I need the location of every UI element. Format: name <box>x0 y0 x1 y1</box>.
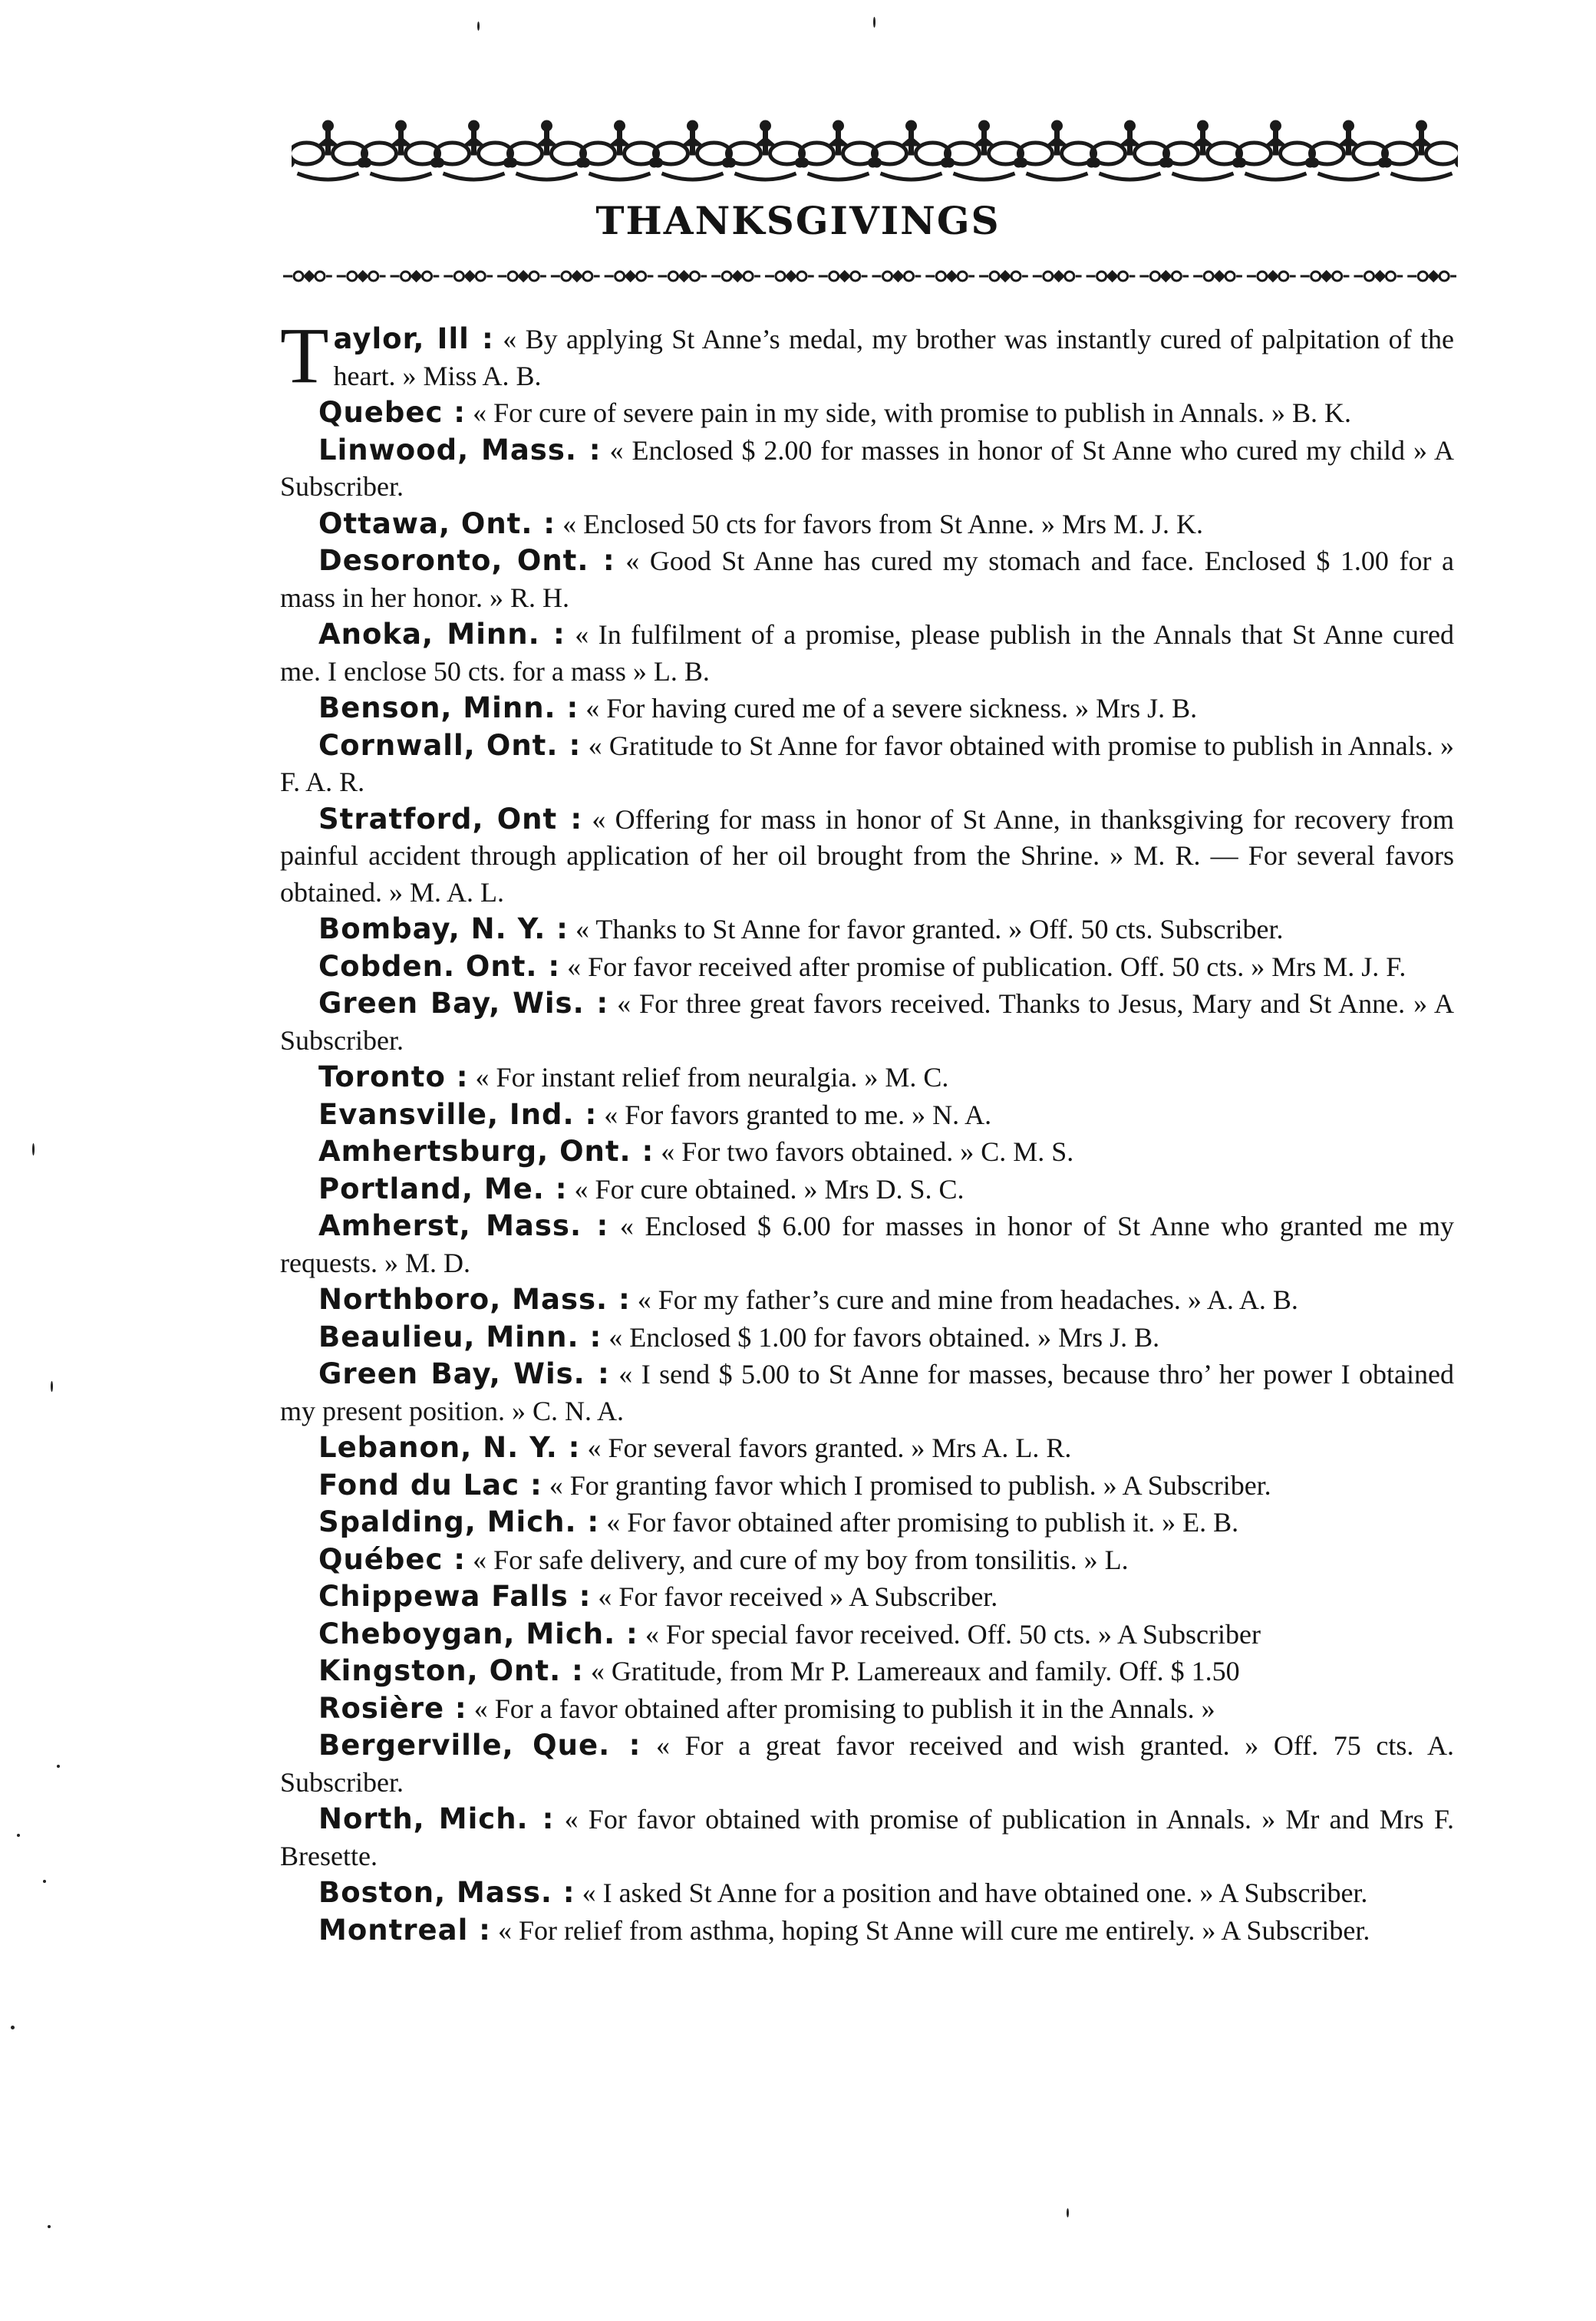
thanksgiving-entry <box>280 1429 1454 1467</box>
entry-text: « Good St Anne has cured my stomach and face. Enclosed $ 1.00 for a mass in her honor. » R. H. <box>280 546 1455 613</box>
thanksgiving-entry <box>280 506 1454 543</box>
scan-speck <box>477 21 480 31</box>
entry-place: Beaulieu, Minn. : <box>318 1320 602 1353</box>
drop-cap-letter: T <box>280 312 329 400</box>
ornament-motif <box>1087 120 1173 180</box>
entry-text: « I asked St Anne for a position and have obtained one. » A Subscriber. <box>575 1878 1368 1908</box>
entry-place: Kingston, Ont. : <box>318 1654 584 1687</box>
thanksgiving-entry <box>280 432 1454 506</box>
rule-link <box>711 272 760 281</box>
entry-text: « Gratitude to St Anne for favor obtained with promise to publish in Annals. » F. A. R. <box>280 730 1455 797</box>
entry-place: Northboro, Mass. : <box>318 1283 631 1316</box>
rule-link <box>337 272 386 281</box>
entry-place: Benson, Minn. : <box>318 691 579 724</box>
rule-link <box>497 272 546 281</box>
rule-link <box>765 272 814 281</box>
entry-text: « For my father’s cure and mine from headaches. » A. A. B. <box>630 1284 1298 1315</box>
ornament-motif <box>1014 120 1100 180</box>
entry-place: Spalding, Mich. : <box>318 1505 600 1538</box>
thanksgiving-entry <box>280 1801 1454 1874</box>
scan-speck <box>11 2026 15 2029</box>
entry-text: « For granting favor which I promised to publish. » A Subscriber. <box>542 1469 1271 1501</box>
entry-place: Ottawa, Ont. : <box>318 506 556 540</box>
thanksgiving-entry <box>280 1059 1454 1096</box>
ornament-motif <box>796 120 882 180</box>
entry-place: aylor, Ill : <box>333 322 494 355</box>
entry-place: Bombay, N. Y. : <box>318 912 569 945</box>
entry-text: « Offering for mass in honor of St Anne, in thanksgiving for recovery from painful accident through application of her oil brought from the Shrine. » M. R. — For several favors obtained. » M. A. L. <box>280 803 1454 908</box>
entry-place: Lebanon, N. Y. : <box>318 1431 581 1464</box>
thanksgiving-entry <box>280 312 1454 400</box>
entry-text: « Enclosed $ 6.00 for masses in honor of St Anne who granted me my requests. » M. D. <box>280 1211 1455 1278</box>
thanksgiving-entry <box>280 1504 1454 1541</box>
thanksgiving-entry <box>280 1171 1454 1208</box>
ornament-motif <box>1306 120 1392 180</box>
scan-speck <box>32 1143 35 1156</box>
thanksgiving-entry <box>280 1096 1454 1134</box>
entry-text: « For favor obtained with promise of publication in Annals. » Mr and Mrs F. Bresette. <box>280 1804 1454 1871</box>
rule-link <box>551 272 600 281</box>
ornament-motif <box>941 120 1027 180</box>
entry-place: Anoka, Minn. : <box>318 618 566 651</box>
rule-link <box>1407 272 1456 281</box>
rule-link <box>658 272 707 281</box>
entry-text: « For a favor obtained after promising to publish it in the Annals. » <box>467 1693 1215 1724</box>
page-title: THANKSGIVINGS <box>595 198 1001 243</box>
thanksgiving-entry <box>280 690 1454 727</box>
thanksgiving-entry <box>280 1319 1454 1357</box>
thanksgiving-list <box>280 312 1455 1949</box>
ornamental-divider-rule <box>280 265 1458 287</box>
ornament-motif <box>1233 120 1319 180</box>
thanksgiving-entry <box>280 542 1454 616</box>
thanksgiving-entry <box>280 985 1454 1059</box>
ornament-motif <box>1160 120 1246 180</box>
rule-link <box>1193 272 1242 281</box>
entry-place: Québec : <box>318 1542 467 1576</box>
rule-link <box>819 272 868 281</box>
entry-text: « Enclosed 50 cts for favors from St Anne. » Mrs M. J. K. <box>556 508 1204 539</box>
thanksgiving-entry <box>280 1616 1454 1653</box>
rule-link <box>979 272 1028 281</box>
entry-text: « For favor received » A Subscriber. <box>591 1581 998 1612</box>
ornament-motif <box>577 120 663 180</box>
entry-place: Rosière : <box>318 1691 467 1725</box>
entry-text: « For several favors granted. » Mrs A. L. R. <box>580 1432 1072 1463</box>
ornamental-header-band <box>292 115 1458 184</box>
thanksgiving-entry <box>280 801 1454 912</box>
entry-place: Bergerville, Que. : <box>318 1729 641 1762</box>
entry-text: « For favors granted to me. » N. A. <box>597 1099 992 1130</box>
entry-text: « For three great favors received. Thanks to Jesus, Mary and St Anne. » A Subscriber. <box>280 988 1454 1056</box>
rule-link <box>1033 272 1082 281</box>
thanksgiving-entry <box>280 1874 1454 1912</box>
thanksgiving-entry <box>280 727 1454 801</box>
entry-text: « For favor obtained after promising to publish it. » E. B. <box>599 1507 1239 1538</box>
entry-text: « I send $ 5.00 to St Anne for masses, because thro’ her power I obtained my present position. » C. N. A. <box>280 1359 1454 1426</box>
entry-place: Desoronto, Ont. : <box>318 544 615 577</box>
entry-text: « For having cured me of a severe sickness. » Mrs J. B. <box>579 693 1198 724</box>
thanksgiving-entry <box>280 1578 1454 1616</box>
entry-place: Cheboygan, Mich. : <box>318 1617 638 1650</box>
entry-place: Montreal : <box>318 1913 491 1947</box>
entry-place: Green Bay, Wis. : <box>318 987 609 1020</box>
entry-place: Portland, Me. : <box>318 1172 568 1205</box>
scan-speck <box>48 2225 51 2228</box>
ornament-motif <box>292 120 371 180</box>
ornament-motif <box>358 120 444 180</box>
entry-text: « For safe delivery, and cure of my boy from tonsilitis. » L. <box>466 1544 1129 1575</box>
scan-speck <box>873 17 875 28</box>
ornament-motif <box>723 120 809 180</box>
thanksgiving-entry <box>280 1467 1454 1505</box>
entry-place: Toronto : <box>318 1060 469 1093</box>
entry-place: Linwood, Mass. : <box>318 433 602 467</box>
thanksgiving-entry <box>280 1133 1454 1171</box>
entry-place: Boston, Mass. : <box>318 1876 575 1909</box>
rule-link <box>1354 272 1403 281</box>
entry-text: « For a great favor received and wish granted. » Off. 75 cts. A. Subscriber. <box>280 1730 1454 1798</box>
entry-text: « Gratitude, from Mr P. Lamereaux and family. Off. $ 1.50 <box>583 1656 1240 1686</box>
entry-place: Cobden. Ont. : <box>318 949 561 983</box>
thanksgiving-entry <box>280 948 1454 986</box>
thanksgiving-entry <box>280 1912 1454 1950</box>
thanksgiving-entry <box>280 1356 1454 1429</box>
thanksgiving-entry <box>280 1690 1454 1728</box>
entry-text: « Enclosed $ 1.00 for favors obtained. » Mrs J. B. <box>602 1321 1160 1353</box>
entry-text: « For two favors obtained. » C. M. S. <box>654 1136 1074 1167</box>
scan-speck <box>57 1765 60 1768</box>
entry-text: « For special favor received. Off. 50 cts. » A Subscriber <box>638 1618 1261 1650</box>
entry-text: « For cure of severe pain in my side, with promise to publish in Annals. » B. K. <box>466 397 1351 428</box>
rule-link <box>1301 272 1350 281</box>
thanksgiving-entry <box>280 1208 1454 1281</box>
ornament-motif <box>504 120 590 180</box>
scan-speck <box>51 1381 53 1392</box>
thanksgiving-entry <box>280 1653 1454 1690</box>
entry-place: Fond du Lac : <box>318 1468 542 1502</box>
scan-speck <box>43 1880 46 1883</box>
entry-text: « Enclosed $ 2.00 for masses in honor of St Anne who cured my child » A Subscriber. <box>280 434 1454 502</box>
entry-text: « For cure obtained. » Mrs D. S. C. <box>567 1173 965 1205</box>
entry-place: Stratford, Ont : <box>318 802 583 836</box>
ornament-motif <box>1379 120 1459 180</box>
thanksgiving-entry <box>280 1727 1454 1801</box>
entry-text: « Thanks to St Anne for favor granted. » Off. 50 cts. Subscriber. <box>568 914 1284 945</box>
entry-text: « For favor received after promise of publication. Off. 50 cts. » Mrs M. J. F. <box>560 951 1406 982</box>
rule-link <box>1247 272 1296 281</box>
rule-link <box>605 272 654 281</box>
thanksgiving-entry <box>280 1541 1454 1579</box>
entry-place: Cornwall, Ont. : <box>318 728 582 762</box>
rule-link <box>391 272 440 281</box>
entry-text: « For relief from asthma, hoping St Anne will cure me entirely. » A Subscriber. <box>490 1914 1370 1946</box>
entry-place: Evansville, Ind. : <box>318 1097 598 1131</box>
entry-place: Chippewa Falls : <box>318 1580 592 1613</box>
entry-text: « For instant relief from neuralgia. » M. C. <box>468 1062 949 1093</box>
entry-place: Quebec : <box>318 396 467 429</box>
thanksgiving-entry <box>280 394 1454 432</box>
thanksgiving-entry <box>280 1281 1454 1319</box>
entry-text: « In fulfilment of a promise, please publish in the Annals that St Anne cured me. I enclose 50 cts. for a mass » L. B. <box>280 619 1454 687</box>
entry-text: « By applying St Anne’s medal, my brother was instantly cured of palpitation of the heart. » Miss A. B. <box>333 324 1454 391</box>
rule-link <box>925 272 974 281</box>
entry-place: North, Mich. : <box>318 1802 555 1835</box>
thanksgiving-entry <box>280 911 1454 948</box>
ornament-motif <box>431 120 517 180</box>
rule-link <box>872 272 922 281</box>
scan-speck <box>1067 2208 1069 2217</box>
scan-speck <box>17 1834 20 1837</box>
entry-place: Amhertsburg, Ont. : <box>318 1135 655 1168</box>
rule-link <box>444 272 493 281</box>
thanksgiving-entry <box>280 616 1454 690</box>
rule-link <box>283 272 332 281</box>
ornament-motif <box>869 120 955 180</box>
entry-place: Amherst, Mass. : <box>318 1209 609 1242</box>
entry-place: Green Bay, Wis. : <box>318 1357 610 1390</box>
ornament-motif <box>650 120 736 180</box>
rule-link <box>1139 272 1189 281</box>
rule-link <box>1087 272 1136 281</box>
